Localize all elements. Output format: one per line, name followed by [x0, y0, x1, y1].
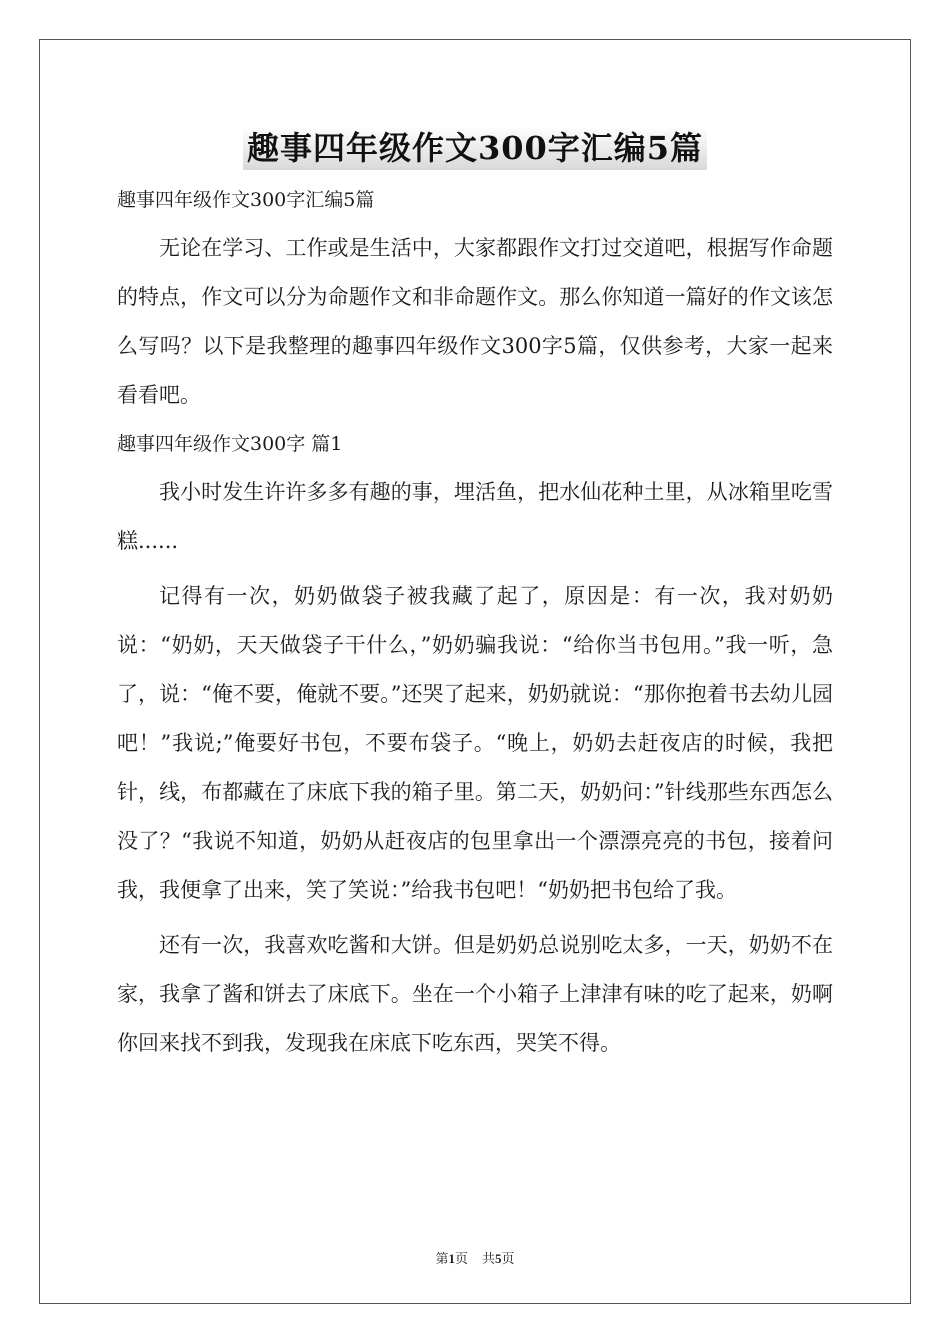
page-prefix: 第	[435, 1251, 449, 1266]
document-body	[117, 182, 833, 1074]
body-paragraph: 还有一次，我喜欢吃酱和大饼。但是奶奶总说别吃太多，一天，奶奶不在家，我拿了酱和饼去了床底下。坐在一个小箱子上津津有味的吃了起来，奶啊你回来找不到我，发现我在床底下吃东西，哭笑不得。	[117, 933, 833, 1055]
total-suffix: 页	[501, 1251, 515, 1266]
page-total: 5	[495, 1251, 502, 1266]
page-suffix: 页	[454, 1251, 468, 1266]
document-subtitle: 趣事四年级作文300字汇编5篇	[117, 189, 375, 211]
page-current: 1	[448, 1251, 455, 1266]
intro-paragraph: 无论在学习、工作或是生活中，大家都跟作文打过交道吧，根据写作命题的特点，作文可以分为命题作文和非命题作文。那么你知道一篇好的作文该怎么写吗？以下是我整理的趣事四年级作文300字5篇，仅供参考，大家一起来看看吧。	[117, 236, 833, 407]
total-prefix: 共	[482, 1251, 496, 1266]
body-paragraph: 记得有一次，奶奶做袋子被我藏了起了，原因是：有一次，我对奶奶说：“奶奶，天天做袋子干什么，”奶奶骗我说：“给你当书包用。”我一听，急了，说：“俺不要，俺就不要。”还哭了起来，奶奶就说：“那你抱着书去幼儿园吧！”我说;”俺要好书包，不要布袋子。“晚上，奶奶去赶夜店的时候，我把针，线，布都藏在了床底下我的箱子里。第二天，奶奶问：”针线那些东西怎么没了？“我说不知道，奶奶从赶夜店的包里拿出一个漂漂亮亮的书包，接着问我，我便拿了出来，笑了笑说：”给我书包吧！“奶奶把书包给了我。	[117, 584, 833, 902]
body-paragraph: 我小时发生许许多多有趣的事，埋活鱼，把水仙花种土里，从冰箱里吃雪糕......	[117, 480, 833, 553]
title-container	[0, 126, 950, 170]
document-title: 趣事四年级作文300字汇编5篇	[243, 126, 707, 170]
section-heading: 趣事四年级作文300字 篇1	[117, 433, 343, 455]
page-footer	[0, 1248, 950, 1267]
